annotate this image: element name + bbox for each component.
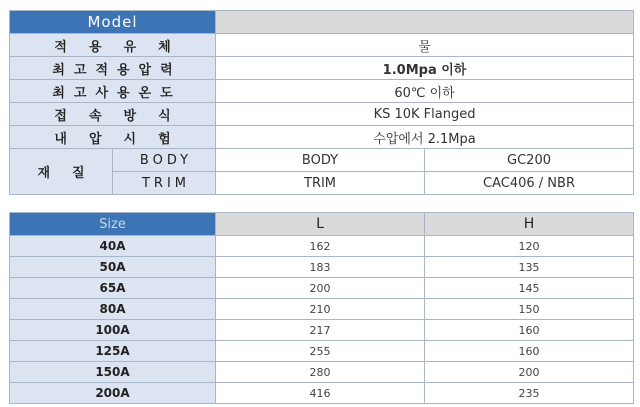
fluid-label: 적용유체 xyxy=(10,34,216,57)
table-row xyxy=(10,383,634,404)
l-cell: 162 xyxy=(216,236,425,257)
connection-value: KS 10K Flanged xyxy=(216,103,634,126)
spec-row xyxy=(10,57,634,80)
model-header: Model xyxy=(10,11,216,34)
fluid-value: 물 xyxy=(216,34,634,57)
max-pressure-label: 최고적용압력 xyxy=(10,57,216,80)
size-cell: 150A xyxy=(10,362,216,383)
size-cell: 50A xyxy=(10,257,216,278)
spec-row xyxy=(10,80,634,103)
pressure-test-value: 수압에서 2.1Mpa xyxy=(216,126,634,149)
pressure-test-label: 내압시험 xyxy=(10,126,216,149)
spec-table xyxy=(9,10,634,195)
l-cell: 210 xyxy=(216,299,425,320)
size-cell: 65A xyxy=(10,278,216,299)
size-header-row xyxy=(10,213,634,236)
l-cell: 217 xyxy=(216,320,425,341)
material-body-name: BODY xyxy=(216,149,425,172)
model-value-header xyxy=(216,11,634,34)
material-body-label: BODY xyxy=(113,149,216,172)
material-label: 재질 xyxy=(10,149,113,195)
table-row xyxy=(10,320,634,341)
material-body-value: GC200 xyxy=(425,149,634,172)
spec-row xyxy=(10,34,634,57)
material-trim-label: TRIM xyxy=(113,172,216,195)
l-cell: 280 xyxy=(216,362,425,383)
size-cell: 100A xyxy=(10,320,216,341)
material-trim-name: TRIM xyxy=(216,172,425,195)
size-cell: 40A xyxy=(10,236,216,257)
table-row xyxy=(10,299,634,320)
spec-row xyxy=(10,103,634,126)
max-temperature-value: 60℃ 이하 xyxy=(216,80,634,103)
l-cell: 416 xyxy=(216,383,425,404)
h-cell: 160 xyxy=(425,341,634,362)
size-cell: 125A xyxy=(10,341,216,362)
table-row xyxy=(10,278,634,299)
table-row xyxy=(10,341,634,362)
h-cell: 160 xyxy=(425,320,634,341)
table-row xyxy=(10,362,634,383)
spec-header-row xyxy=(10,11,634,34)
h-cell: 145 xyxy=(425,278,634,299)
connection-label: 접속방식 xyxy=(10,103,216,126)
h-cell: 235 xyxy=(425,383,634,404)
h-cell: 150 xyxy=(425,299,634,320)
size-cell: 200A xyxy=(10,383,216,404)
h-column-header: H xyxy=(425,213,634,236)
size-column-header: Size xyxy=(10,213,216,236)
l-cell: 200 xyxy=(216,278,425,299)
max-temperature-label: 최고사용온도 xyxy=(10,80,216,103)
spec-row xyxy=(10,126,634,149)
table-row xyxy=(10,236,634,257)
size-table xyxy=(9,212,634,404)
l-cell: 255 xyxy=(216,341,425,362)
material-row-body xyxy=(10,149,634,172)
h-cell: 135 xyxy=(425,257,634,278)
l-cell: 183 xyxy=(216,257,425,278)
size-cell: 80A xyxy=(10,299,216,320)
l-column-header: L xyxy=(216,213,425,236)
max-pressure-value: 1.0Mpa 이하 xyxy=(216,57,634,80)
h-cell: 120 xyxy=(425,236,634,257)
h-cell: 200 xyxy=(425,362,634,383)
material-trim-value: CAC406 / NBR xyxy=(425,172,634,195)
table-row xyxy=(10,257,634,278)
